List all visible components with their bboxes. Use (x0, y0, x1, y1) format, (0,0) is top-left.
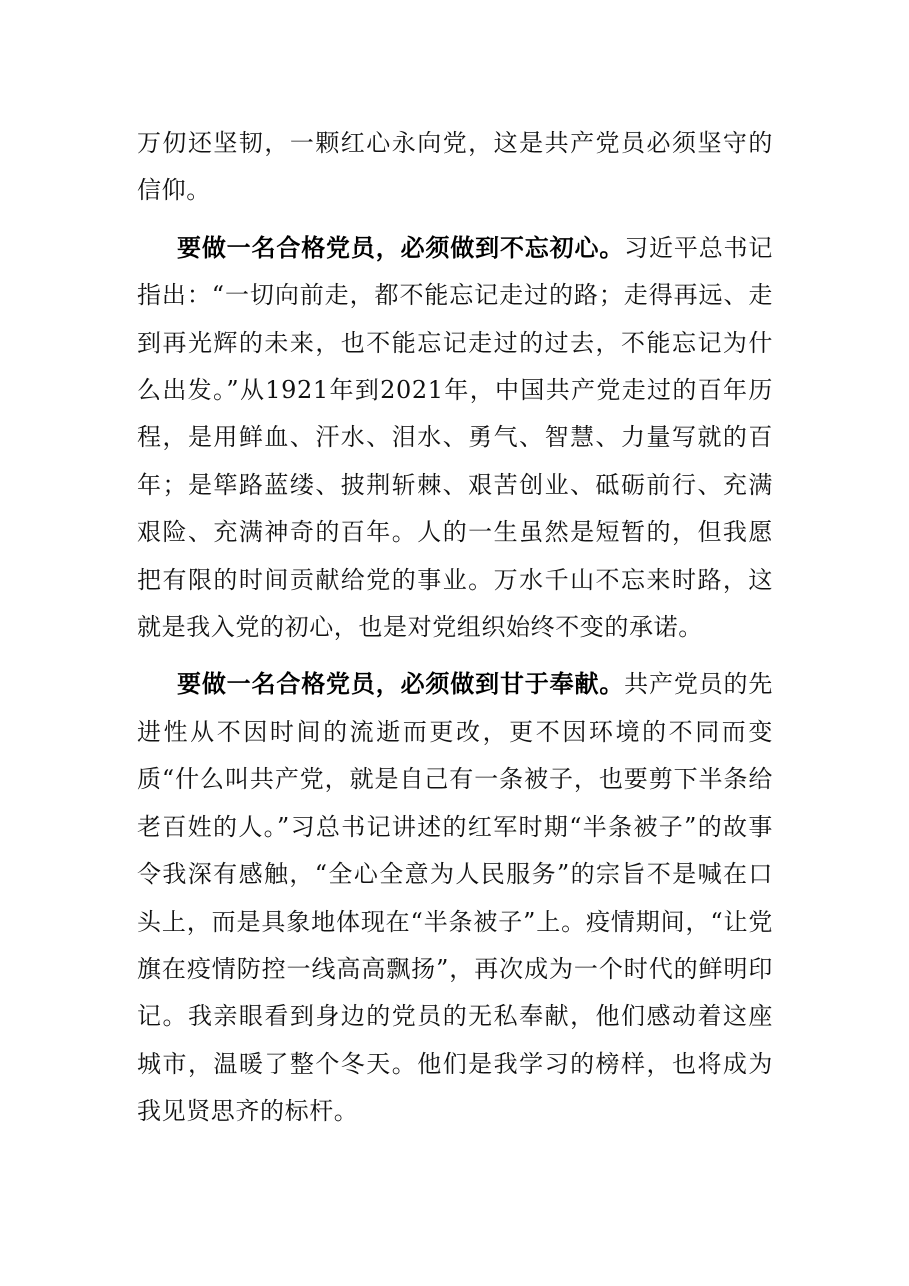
paragraph-text: 共产党员的先进性从不因时间的流逝而更改，更不因环境的不同而变质“什么叫共产党，就是自己有一条被子，也要剪下半条给老百姓的人。”习总书记讲述的红军时期“半条被子”的故事令我深有感触，“全心全意为人民服务”的宗旨不是喊在口头上，而是具象地体现在“半条被子”上。疫情期间，“让党旗在疫情防控一线高高飘扬”，再次成为一个时代的鲜明印记。我亲眼看到身边的党员的无私奉献，他们感动着这座城市，温暖了整个冬天。他们是我学习的榜样，也将成为我见贤思齐的标杆。 (137, 670, 773, 1126)
paragraph-willing-to-dedicate (137, 660, 773, 1135)
paragraph-text: 万仞还坚韧，一颗红心永向党，这是共产党员必须坚守的信仰。 (137, 129, 773, 205)
paragraph-continuation (137, 120, 773, 215)
paragraph-lead-heading: 要做一名合格党员，必须做到甘于奉献。 (177, 669, 625, 699)
paragraph-lead-heading: 要做一名合格党员，必须做到不忘初心。 (177, 232, 625, 262)
paragraph-text: 习近平总书记指出：“一切向前走，都不能忘记走过的路；走得再远、走到再光辉的未来，也不能忘记走过的过去，不能忘记为什么出发。”从1921年到2021年，中国共产党走过的百年历程，是用鲜血、汗水、泪水、勇气、智慧、力量写就的百年；是筚路蓝缕、披荆斩棘、艰苦创业、砥砺前行、充满艰险、充满神奇的百年。人的一生虽然是短暂的，但我愿把有限的时间贡献给党的事业。万水千山不忘来时路，这就是我入党的初心，也是对党组织始终不变的承诺。 (137, 233, 773, 642)
paragraph-stay-true-to-original-aspiration (137, 224, 773, 652)
document-body (137, 120, 773, 1145)
